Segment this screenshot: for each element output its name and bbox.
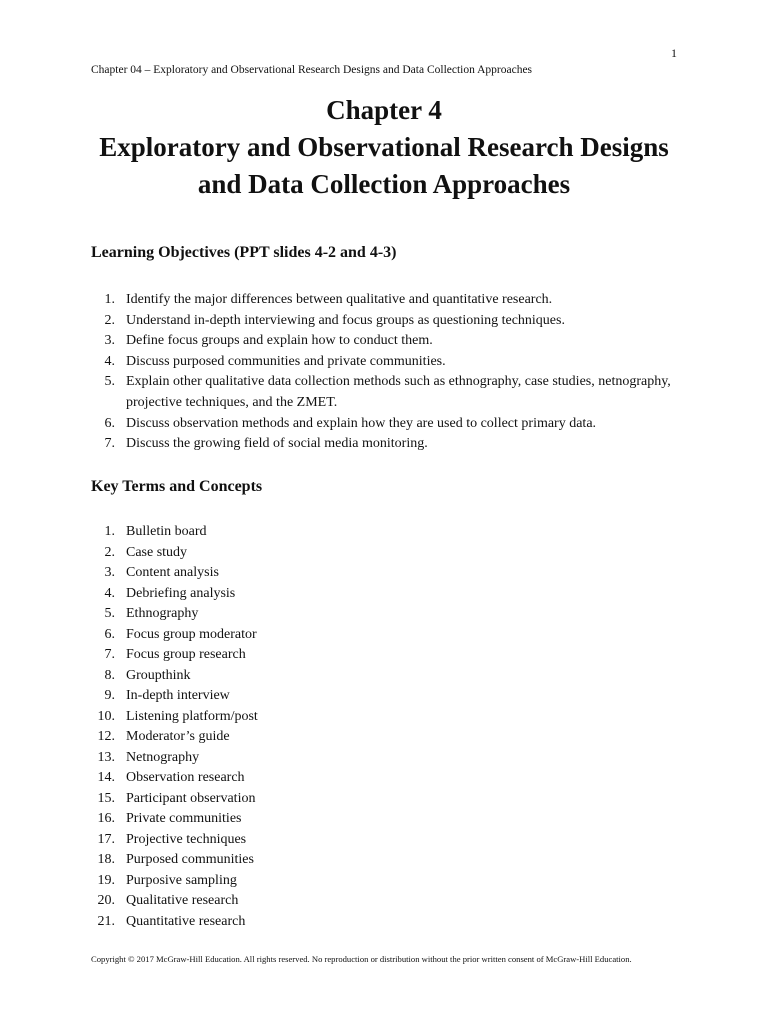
list-item <box>91 789 491 810</box>
list-item <box>91 584 491 605</box>
list-item-text: Participant observation <box>126 790 256 806</box>
list-item <box>91 768 491 789</box>
list-item-number: 4. <box>104 585 115 601</box>
list-item-text: Moderator’s guide <box>126 729 230 744</box>
list-item-text: Observation research <box>126 770 245 785</box>
chapter-title <box>0 92 768 203</box>
list-item-text: Discuss observation methods and explain how they are used to collect primary data. <box>126 415 597 431</box>
list-item <box>91 707 491 728</box>
learning-objectives-list <box>91 290 691 455</box>
list-item <box>91 311 691 332</box>
list-item-text: Focus group moderator <box>126 626 257 642</box>
list-item-number: 3. <box>104 565 115 580</box>
list-item-text: Focus group research <box>126 647 246 662</box>
list-item-text: Ethnography <box>126 606 199 621</box>
list-item <box>91 891 491 912</box>
list-item-number: 3. <box>104 333 115 349</box>
list-item-text: Purposed communities <box>126 852 254 867</box>
list-item-number: 6. <box>104 415 115 431</box>
list-item-text: Groupthink <box>126 667 191 683</box>
list-item-number: 4. <box>104 353 115 369</box>
list-item-text: Identify the major differences between qualitative and quantitative research. <box>126 292 553 307</box>
list-item-number: 20. <box>97 893 115 908</box>
list-item-text: Explain other qualitative data collection methods such as ethnography, case studies, netnography, projective techniques, and the ZMET. <box>126 374 671 410</box>
list-item-text: Netnography <box>126 749 200 765</box>
list-item-text: Case study <box>126 544 188 560</box>
list-item <box>91 809 491 830</box>
list-item-number: 6. <box>104 626 115 642</box>
copyright-footer: Copyright © 2017 McGraw-Hill Education. All rights reserved. No reproduction or distribution without the prior written consent of McGraw-Hill Education. <box>91 954 632 964</box>
list-item-text: Purposive sampling <box>126 872 237 888</box>
list-item <box>91 414 691 435</box>
list-item <box>91 625 491 646</box>
list-item-text: Listening platform/post <box>126 708 258 724</box>
list-item-text: Bulletin board <box>126 524 207 539</box>
list-item <box>91 372 691 413</box>
list-item <box>91 434 691 455</box>
list-item <box>91 522 491 543</box>
list-item <box>91 748 491 769</box>
list-item-text: Discuss the growing field of social media monitoring. <box>126 436 428 452</box>
list-item-number: 10. <box>97 708 115 724</box>
list-item <box>91 850 491 871</box>
list-item-text: Quantitative research <box>126 913 246 929</box>
list-item-number: 13. <box>97 749 115 765</box>
list-item-number: 8. <box>104 667 115 683</box>
learning-objectives-heading: Learning Objectives (PPT slides 4-2 and 4-3) <box>91 244 397 261</box>
list-item-number: 19. <box>97 872 115 888</box>
list-item <box>91 912 491 933</box>
list-item-text: Qualitative research <box>126 893 239 908</box>
list-item-text: Private communities <box>126 811 242 826</box>
list-item <box>91 666 491 687</box>
list-item <box>91 604 491 625</box>
list-item <box>91 727 491 748</box>
list-item-number: 7. <box>104 647 115 662</box>
list-item-number: 14. <box>97 770 115 785</box>
list-item <box>91 352 691 373</box>
list-item <box>91 645 491 666</box>
list-item-text: Content analysis <box>126 565 219 580</box>
list-item-number: 12. <box>97 729 115 744</box>
list-item-number: 5. <box>104 374 115 390</box>
chapter-title-line-2: Exploratory and Observational Research Designs <box>99 132 669 162</box>
list-item-number: 2. <box>104 544 115 560</box>
list-item-number: 1. <box>104 524 115 539</box>
list-item-number: 17. <box>97 831 115 847</box>
list-item <box>91 830 491 851</box>
list-item <box>91 290 691 311</box>
list-item-text: Projective techniques <box>126 831 247 847</box>
running-header: Chapter 04 – Exploratory and Observational Research Designs and Data Collection Approaches <box>91 64 533 76</box>
list-item <box>91 686 491 707</box>
list-item <box>91 543 491 564</box>
key-terms-heading: Key Terms and Concepts <box>91 478 263 495</box>
list-item-number: 9. <box>104 688 115 703</box>
list-item-number: 1. <box>104 292 115 307</box>
list-item-number: 5. <box>104 606 115 621</box>
list-item <box>91 563 491 584</box>
list-item-number: 16. <box>97 811 115 826</box>
page-number: 1 <box>671 46 677 60</box>
list-item-number: 15. <box>97 790 115 806</box>
list-item-text: In-depth interview <box>126 688 230 703</box>
list-item-text: Understand in-depth interviewing and focus groups as questioning techniques. <box>126 312 565 328</box>
list-item-text: Define focus groups and explain how to conduct them. <box>126 333 433 349</box>
list-item-number: 18. <box>97 852 115 867</box>
list-item <box>91 331 691 352</box>
list-item-text: Discuss purposed communities and private communities. <box>126 353 446 369</box>
list-item-number: 7. <box>104 436 115 452</box>
key-terms-list <box>91 522 491 932</box>
list-item-number: 21. <box>97 913 115 929</box>
chapter-title-line-3: and Data Collection Approaches <box>197 169 571 199</box>
list-item-text: Debriefing analysis <box>126 585 236 601</box>
chapter-title-line-1: Chapter 4 <box>326 95 442 125</box>
list-item <box>91 871 491 892</box>
list-item-number: 2. <box>104 312 115 328</box>
